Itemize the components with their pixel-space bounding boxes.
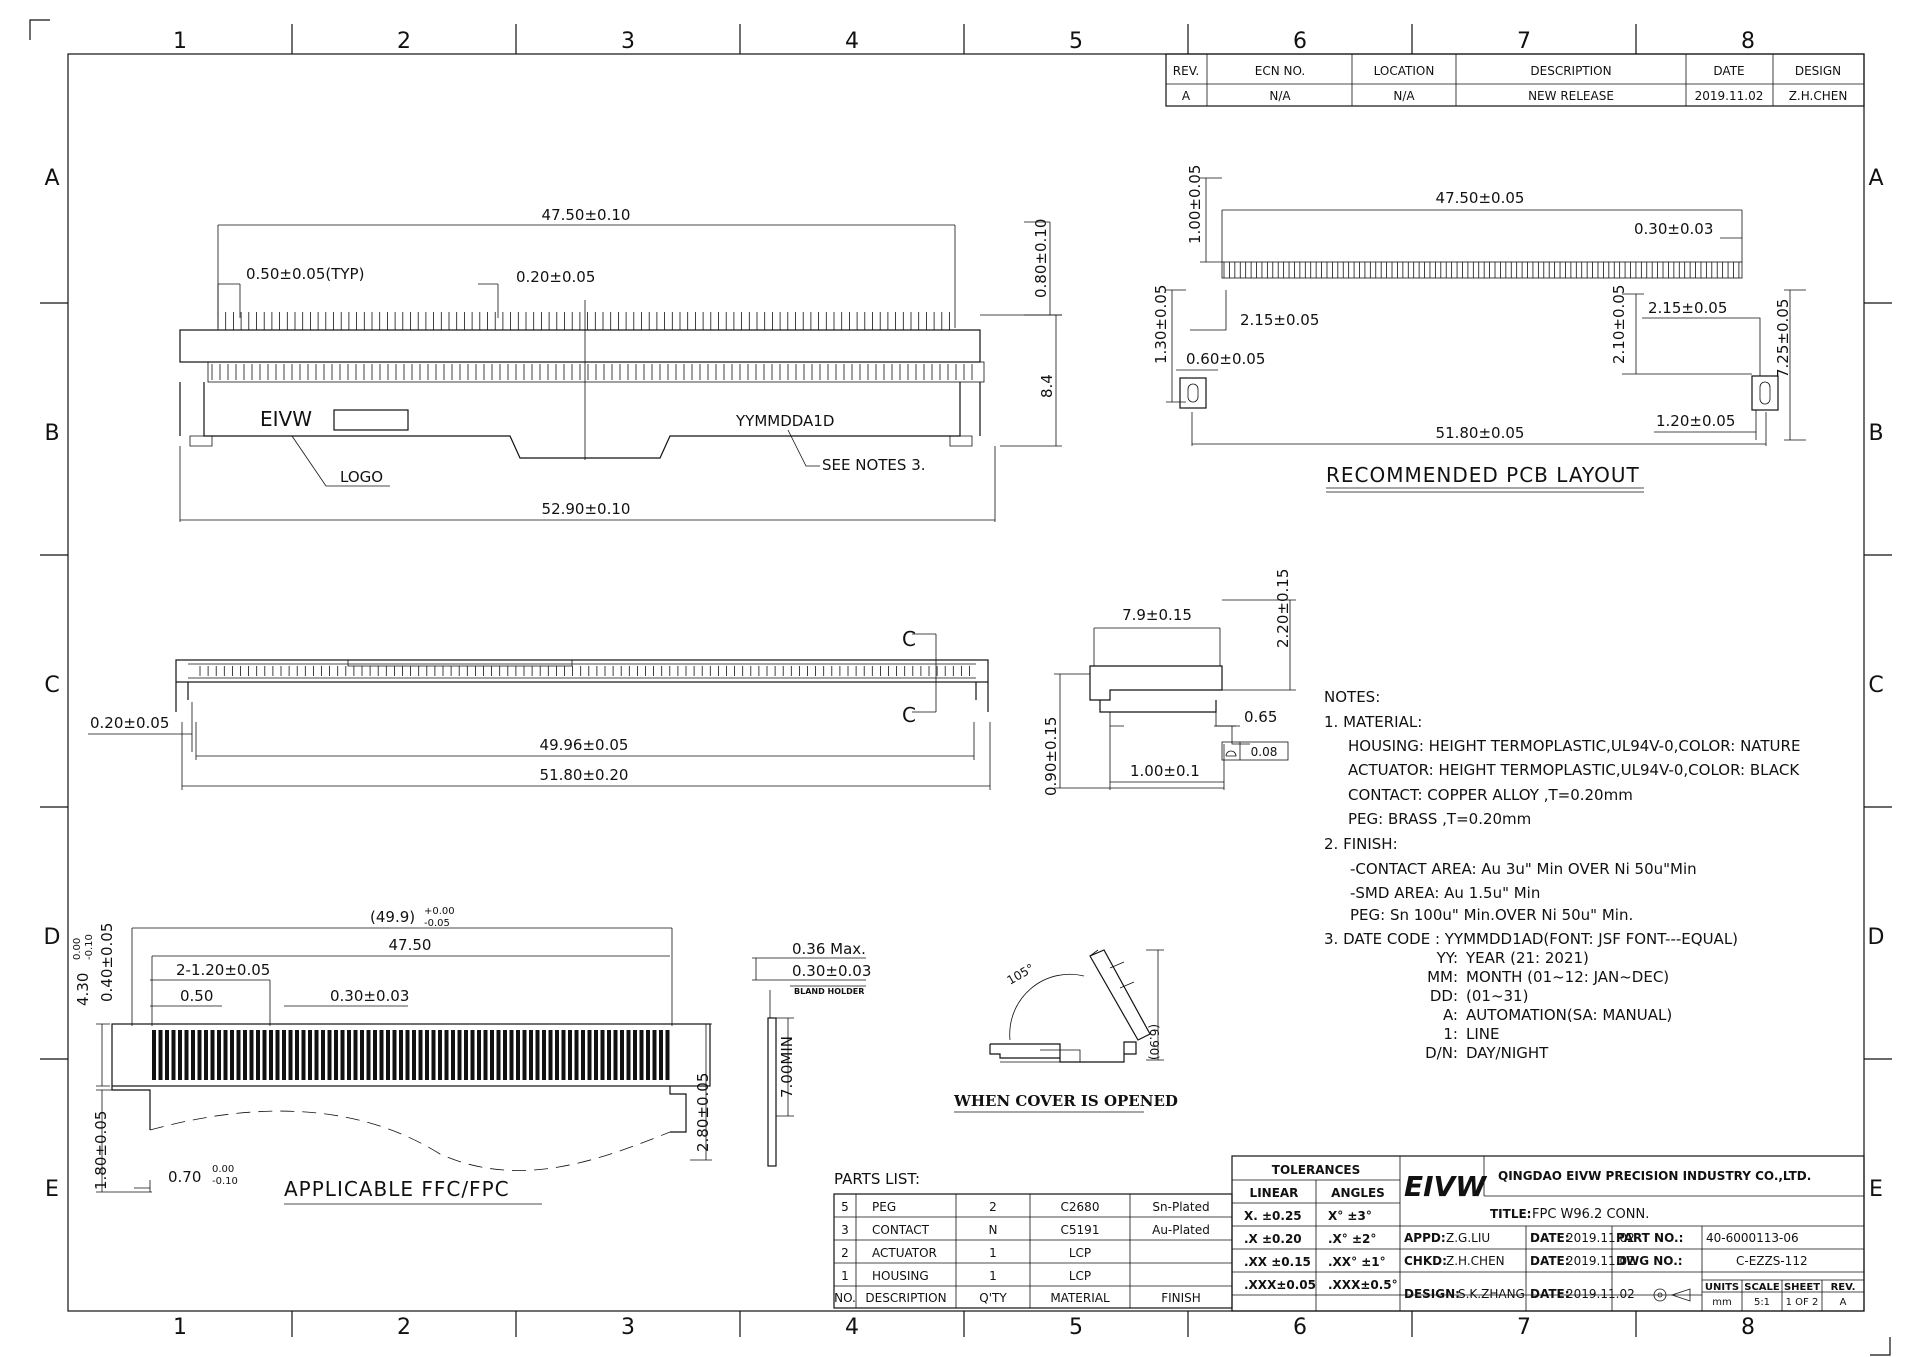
col-label: 3: [621, 29, 635, 54]
dim-text: 1.00±0.1: [1130, 762, 1200, 780]
dim-text: 1.20±0.05: [1656, 412, 1736, 430]
view-title: RECOMMENDED PCB LAYOUT: [1326, 463, 1640, 487]
code-value: YEAR (21: 2021): [1466, 949, 1589, 967]
pcb-peg-pad: [1180, 378, 1206, 408]
tb-label: TOLERANCES: [1271, 1163, 1361, 1177]
dim-text: 2.15±0.05: [1240, 311, 1320, 329]
rev-header: REV.: [1172, 64, 1200, 78]
tb-label: UNITS: [1704, 1282, 1740, 1293]
corner-mark: [1870, 1337, 1890, 1355]
top-view: [180, 206, 1062, 522]
tb-value: 1 OF 2: [1785, 1297, 1819, 1308]
parts-cell: ACTUATOR: [872, 1246, 937, 1260]
code-key: DD:: [1429, 987, 1458, 1005]
dim-text: (6.90): [1147, 1024, 1161, 1061]
row-label: A: [44, 166, 60, 191]
row-label: C: [44, 673, 60, 698]
code-value: DAY/NIGHT: [1466, 1044, 1549, 1062]
note-line: -SMD AREA: Au 1.5u" Min: [1350, 884, 1541, 902]
code-key: 1:: [1443, 1025, 1458, 1043]
note-line: ACTUATOR: HEIGHT TERMOPLASTIC,UL94V-0,COLOR: BLACK: [1348, 761, 1800, 779]
parts-cell: LCP: [1068, 1269, 1092, 1283]
dim-text: 0.20±0.05: [516, 268, 596, 286]
dim-text: 0.70: [168, 1168, 202, 1186]
tb-label: SCALE: [1744, 1282, 1780, 1293]
row-label: D: [1867, 925, 1885, 950]
dim-text: 105°: [1004, 961, 1037, 988]
column-labels: [173, 29, 1755, 1340]
tb-label: PART NO.:: [1616, 1231, 1684, 1245]
dim-text: 2.15±0.05: [1648, 299, 1728, 317]
tol-text: -0.05: [424, 918, 450, 929]
parts-cell: 5: [841, 1200, 849, 1214]
dim-text: 2.10±0.05: [1610, 284, 1628, 364]
rev-cell: NEW RELEASE: [1528, 89, 1614, 103]
pcb-layout: [1152, 165, 1806, 492]
note-line: PEG: Sn 100u" Min.OVER Ni 50u" Min.: [1350, 906, 1634, 924]
dim-text: 7.9±0.15: [1122, 606, 1192, 624]
tb-value: 40-6000113-06: [1706, 1231, 1799, 1245]
section-view: [1042, 569, 1296, 796]
code-key: D/N:: [1425, 1044, 1458, 1062]
tol-cell: X° ±3°: [1328, 1209, 1372, 1223]
rev-cell: N/A: [1269, 89, 1291, 103]
dim-text: 1.80±0.05: [92, 1110, 110, 1190]
col-label: 1: [173, 1315, 187, 1340]
dim-text: 47.50±0.10: [541, 206, 631, 224]
view-title: APPLICABLE FFC/FPC: [284, 1177, 510, 1201]
dim-text: 0.90±0.15: [1042, 716, 1060, 796]
col-label: 6: [1293, 1315, 1307, 1340]
tb-label: DATE:: [1530, 1287, 1570, 1301]
dim-text: 0.30±0.03: [792, 962, 872, 980]
dim-text: (49.9): [370, 908, 416, 926]
col-label: 7: [1517, 29, 1531, 54]
tol-cell: .XX° ±1°: [1328, 1255, 1386, 1269]
tb-value: Z.H.CHEN: [1446, 1254, 1505, 1268]
tb-label: CHKD:: [1404, 1254, 1447, 1268]
tol-cell: .X° ±2°: [1328, 1232, 1377, 1246]
dim-text: 0.60±0.05: [1186, 350, 1266, 368]
tol-cell: .X ±0.20: [1244, 1232, 1302, 1246]
rev-cell: 2019.11.02: [1694, 89, 1764, 103]
parts-cell: Au-Plated: [1152, 1223, 1210, 1237]
tb-value: mm: [1712, 1297, 1732, 1308]
view-caption: WHEN COVER IS OPENED: [954, 1092, 1178, 1110]
code-value: LINE: [1466, 1025, 1500, 1043]
brand-mark: EIVW: [260, 407, 312, 431]
title-block: [1232, 1156, 1864, 1311]
dim-text: 52.90±0.10: [541, 500, 631, 518]
parts-cell: 3: [841, 1223, 849, 1237]
company-name: QINGDAO EIVW PRECISION INDUSTRY CO.,LTD.: [1498, 1169, 1812, 1183]
col-label: 3: [621, 1315, 635, 1340]
note-line: HOUSING: HEIGHT TERMOPLASTIC,UL94V-0,COLOR: NATURE: [1348, 737, 1801, 755]
col-label: 2: [397, 1315, 411, 1340]
parts-cell: Sn-Plated: [1152, 1200, 1210, 1214]
dim-text: 1.30±0.05: [1152, 284, 1170, 364]
rev-header: DESIGN: [1794, 64, 1842, 78]
dim-text: 0.40±0.05: [98, 922, 116, 1002]
rev-header: ECN NO.: [1254, 64, 1306, 78]
dim-text: 7.00MIN: [778, 1036, 796, 1098]
company-logo: EIVW: [1404, 1170, 1487, 1203]
code-value: AUTOMATION(SA: MANUAL): [1466, 1006, 1673, 1024]
tb-label: DESIGN:: [1404, 1287, 1460, 1301]
parts-header: MATERIAL: [1050, 1291, 1110, 1305]
col-label: 1: [173, 29, 187, 54]
tb-value: C-EZZS-112: [1736, 1254, 1808, 1268]
parts-cell: 1: [841, 1269, 849, 1283]
parts-cell: 2: [841, 1246, 849, 1260]
tb-label: TITLE:: [1490, 1207, 1532, 1221]
note-line: -CONTACT AREA: Au 3u" Min OVER Ni 50u"Min: [1350, 860, 1697, 878]
tb-label: APPD:: [1404, 1231, 1446, 1245]
code-key: MM:: [1427, 968, 1458, 986]
dim-text: 0.36 Max.: [792, 940, 866, 958]
callout-text: SEE NOTES 3.: [822, 456, 926, 474]
tb-value: 2019.11.02: [1566, 1254, 1635, 1268]
note-line: 1. MATERIAL:: [1324, 713, 1423, 731]
pcb-pads: [1224, 262, 1739, 278]
note-line: PEG: BRASS ,T=0.20mm: [1348, 810, 1532, 828]
dim-text: 7.25±0.05: [1774, 298, 1792, 378]
rev-cell: N/A: [1393, 89, 1415, 103]
date-code-mark: YYMMDDA1D: [736, 412, 835, 430]
col-label: 4: [845, 29, 859, 54]
row-label: D: [43, 925, 61, 950]
parts-header: FINISH: [1161, 1291, 1201, 1305]
parts-cell: C2680: [1060, 1200, 1100, 1214]
parts-cell: C5191: [1060, 1223, 1100, 1237]
side-view: [88, 627, 990, 790]
code-key: YY:: [1436, 949, 1458, 967]
tb-label: SHEET: [1783, 1282, 1821, 1293]
stiffener-view: [752, 940, 871, 1166]
parts-cell: CONTACT: [872, 1223, 929, 1237]
cover-open-view: [953, 950, 1178, 1112]
parts-cell: 1: [989, 1246, 997, 1260]
tb-label: REV.: [1830, 1282, 1856, 1293]
housing-teeth: [212, 364, 972, 380]
row-label: C: [1868, 673, 1884, 698]
dim-text: 0.20±0.05: [90, 714, 170, 732]
row-label: B: [44, 421, 60, 446]
dim-text: 2.20±0.15: [1274, 568, 1292, 648]
parts-list: [834, 1170, 1232, 1308]
notes-heading: NOTES:: [1324, 688, 1381, 706]
tol-cell: .XXX±0.5°: [1328, 1278, 1398, 1292]
side-contacts: [200, 666, 970, 676]
dim-text: 51.80±0.05: [1435, 424, 1525, 442]
col-label: 8: [1741, 1315, 1755, 1340]
parts-cell: 1: [989, 1269, 997, 1283]
dim-text: 0.65: [1244, 708, 1278, 726]
row-label: B: [1868, 421, 1884, 446]
col-label: 4: [845, 1315, 859, 1340]
dim-text: 0.30±0.03: [1634, 220, 1714, 238]
row-label: E: [45, 1177, 59, 1202]
corner-mark: [30, 20, 50, 40]
callout-text: LOGO: [340, 468, 384, 486]
tb-value: 2019.11.02: [1566, 1287, 1635, 1301]
parts-header: DESCRIPTION: [865, 1291, 947, 1305]
stiffener-plate: [768, 1018, 776, 1166]
dim-text: 4.30: [74, 972, 92, 1006]
dim-text: 49.96±0.05: [539, 736, 629, 754]
col-label: 5: [1069, 1315, 1083, 1340]
dim-text: 8.4: [1038, 374, 1056, 398]
row-labels: [44, 166, 1885, 1202]
rev-cell: Z.H.CHEN: [1788, 89, 1848, 103]
tb-label: DATE:: [1530, 1254, 1570, 1268]
tb-value: 2019.11.02: [1566, 1231, 1635, 1245]
tb-label: LINEAR: [1249, 1186, 1299, 1200]
row-label: E: [1869, 1177, 1883, 1202]
housing-top: [180, 330, 980, 362]
col-label: 7: [1517, 1315, 1531, 1340]
dim-text: 2.80±0.05: [694, 1072, 712, 1152]
note-line: 2. FINISH:: [1324, 835, 1398, 853]
drawing-title: FPC W96.2 CONN.: [1532, 1207, 1650, 1222]
parts-header: Q'TY: [979, 1291, 1007, 1305]
dim-text: 0.08: [1250, 745, 1278, 759]
dim-text: 51.80±0.20: [539, 766, 629, 784]
tol-cell: .XX ±0.15: [1244, 1255, 1311, 1269]
rev-header: DATE: [1713, 64, 1745, 78]
tb-value: Z.G.LIU: [1446, 1231, 1491, 1245]
parts-cell: LCP: [1068, 1246, 1092, 1260]
tb-label: DATE:: [1530, 1231, 1570, 1245]
revision-table: [1166, 54, 1864, 106]
dim-text: 1.00±0.05: [1186, 164, 1204, 244]
rev-cell: A: [1181, 89, 1191, 103]
dim-text: 47.50±0.05: [1435, 189, 1525, 207]
parts-header: NO.: [834, 1291, 856, 1305]
section-marker: C: [902, 703, 916, 727]
tb-value: 5:1: [1753, 1297, 1771, 1308]
tol-text: 0.00: [212, 1164, 235, 1175]
parts-list-title: PARTS LIST:: [834, 1170, 921, 1188]
dim-text: 0.50: [180, 987, 214, 1005]
tol-cell: X. ±0.25: [1244, 1209, 1302, 1223]
code-value: MONTH (01~12: JAN~DEC): [1466, 968, 1670, 986]
contact-pins: [218, 312, 950, 330]
tb-label: DWG NO.:: [1616, 1254, 1683, 1268]
section-marker: C: [902, 627, 916, 651]
parts-cell: PEG: [872, 1200, 897, 1214]
rev-header: LOCATION: [1373, 64, 1435, 78]
dim-text: 0.50±0.05(TYP): [246, 265, 365, 283]
dim-text: BLAND HOLDER: [794, 987, 865, 996]
col-label: 6: [1293, 29, 1307, 54]
pcb-peg-pad: [1752, 376, 1778, 410]
dim-text: 47.50: [388, 936, 432, 954]
dim-text: 0.80±0.10: [1032, 218, 1050, 298]
dim-text: 0.30±0.03: [330, 987, 410, 1005]
logo-box: [334, 410, 408, 430]
tol-text: 0.00: [72, 937, 83, 960]
tol-text: +0.00: [424, 906, 455, 917]
row-label: A: [1868, 166, 1884, 191]
notes-block: [1324, 688, 1800, 1062]
note-line: 3. DATE CODE : YYMMDD1AD(FONT: JSF FONT---EQUAL): [1324, 930, 1739, 948]
tb-value: A: [1839, 1297, 1847, 1308]
ffc-view: [72, 906, 712, 1204]
note-line: CONTACT: COPPER ALLOY ,T=0.20mm: [1348, 786, 1633, 804]
rev-header: DESCRIPTION: [1530, 64, 1612, 78]
tol-text: -0.10: [84, 934, 95, 960]
tol-cell: .XXX±0.05: [1244, 1278, 1316, 1292]
tb-label: ANGLES: [1331, 1186, 1385, 1200]
ffc-fingers: [152, 1030, 670, 1080]
tb-value: S.K.ZHANG: [1458, 1287, 1525, 1301]
col-label: 2: [397, 29, 411, 54]
parts-cell: 2: [989, 1200, 997, 1214]
parts-cell: N: [988, 1223, 998, 1237]
zone-ticks: [40, 24, 1892, 1337]
code-value: (01~31): [1466, 987, 1529, 1005]
tol-text: -0.10: [212, 1176, 238, 1187]
parts-cell: HOUSING: [872, 1269, 929, 1283]
dim-text: 2-1.20±0.05: [176, 961, 271, 979]
col-label: 5: [1069, 29, 1083, 54]
col-label: 8: [1741, 29, 1755, 54]
code-key: A:: [1442, 1006, 1458, 1024]
